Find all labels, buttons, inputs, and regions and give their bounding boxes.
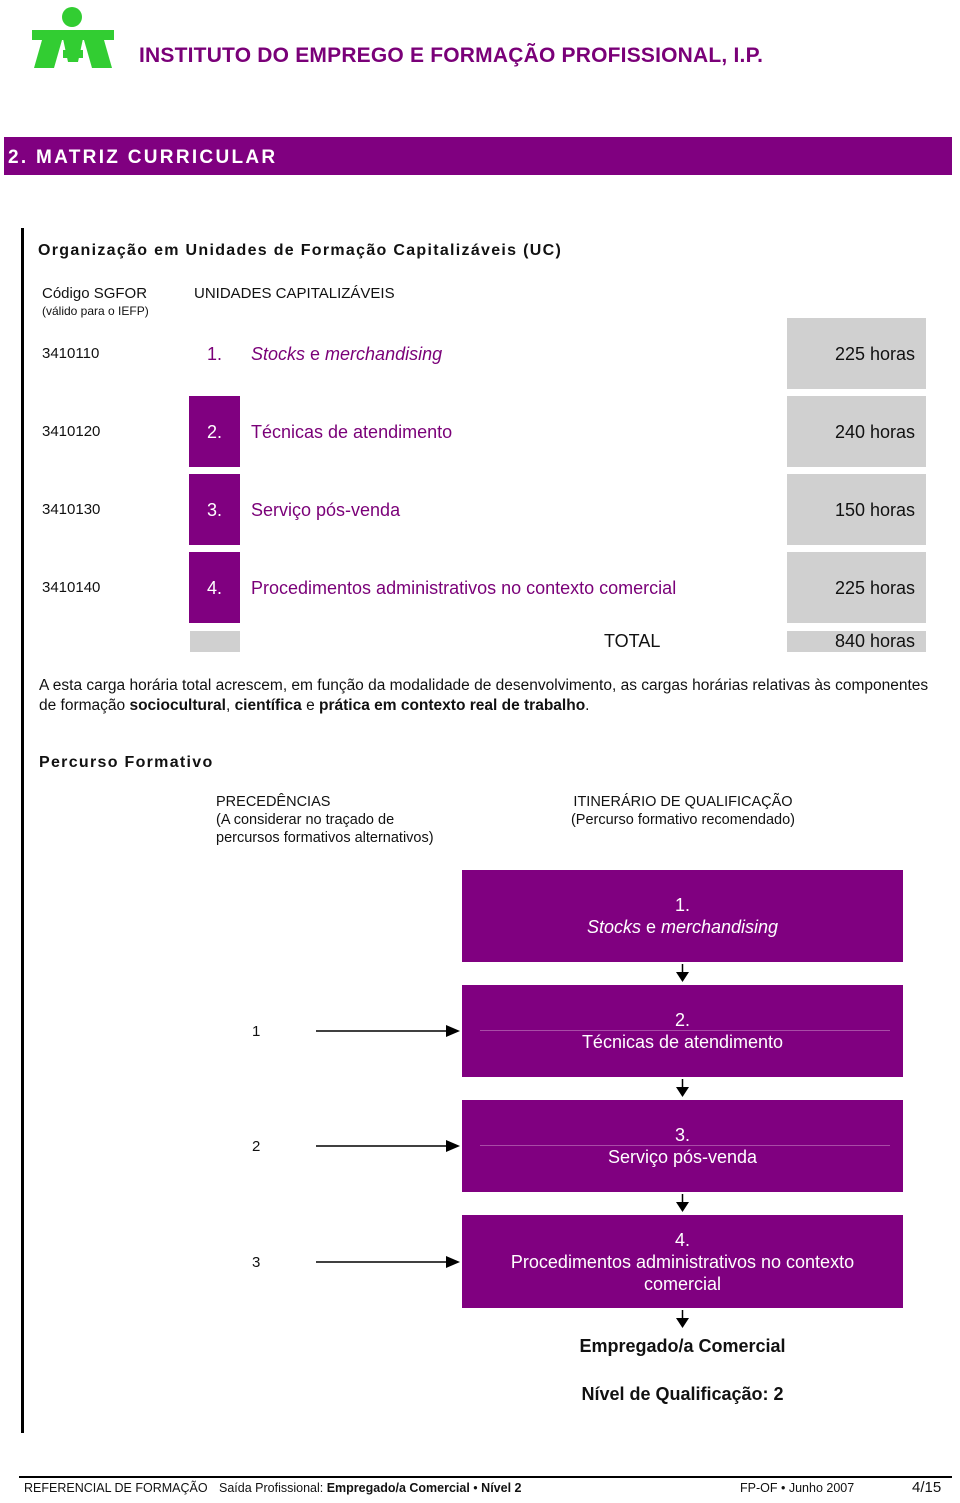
flow-box-uc4: 4. Procedimentos administrativos no contexto comercial (462, 1215, 903, 1308)
itinerario-header: ITINERÁRIO DE QUALIFICAÇÃO (Percurso formativo recomendado) (570, 794, 796, 828)
uc-hours: 240 horas (834, 422, 915, 442)
footer-rule (19, 1476, 952, 1478)
box-separator (480, 1145, 890, 1146)
outcome-profession: Empregado/a Comercial (579, 1336, 786, 1356)
uc-title: Procedimentos administrativos no contexto comercial (251, 578, 677, 598)
workload-note: A esta carga horária total acrescem, em função da modalidade de desenvolvimento, as cargas horárias relativas às componentes de formação sociocultural, científica e prática em contexto real de trabalho. (39, 677, 929, 714)
precedence-number: 3 (252, 1254, 261, 1271)
arrow-down-icon (676, 1194, 689, 1214)
uc-code: 3410140 (42, 579, 101, 596)
total-hours: 840 horas (834, 631, 915, 651)
arrow-right-icon (316, 1139, 460, 1153)
column-header-code: Código SGFOR (42, 285, 148, 302)
section-title: 2. MATRIZ CURRICULAR (8, 147, 278, 168)
arrow-down-icon (676, 964, 689, 984)
flow-box-uc1: 1. Stocks e merchandising (462, 870, 903, 962)
uc-title: Stocks e merchandising (251, 344, 443, 364)
footer-saida: Saída Profissional: Empregado/a Comercial • Nível 2 (219, 1481, 522, 1495)
uc-title: Técnicas de atendimento (251, 422, 453, 442)
precedence-number: 2 (252, 1138, 261, 1155)
uc-hours: 150 horas (834, 500, 915, 520)
uc-hours: 225 horas (834, 578, 915, 598)
organizacao-title: Organização em Unidades de Formação Capitalizáveis (UC) (38, 242, 563, 259)
left-vertical-rule (21, 228, 24, 1433)
arrow-right-icon (316, 1255, 460, 1269)
institute-name: INSTITUTO DO EMPREGO E FORMAÇÃO PROFISSIONAL, I.P. (139, 44, 764, 67)
column-header-code-note: (válido para o IEFP) (42, 304, 149, 318)
flow-box-uc2: 2. Técnicas de atendimento (462, 985, 903, 1077)
uc-title: Serviço pós-venda (251, 500, 401, 520)
qualification-level: Nível de Qualificação: 2 (581, 1384, 784, 1404)
uc-number: 2. (207, 422, 223, 442)
precedence-number: 1 (252, 1023, 261, 1040)
flow-box-uc3: 3. Serviço pós-venda (462, 1100, 903, 1192)
page-number: 4/15 (912, 1479, 942, 1496)
total-left-cell (190, 631, 240, 652)
box-separator (480, 1030, 890, 1031)
uc-hours: 225 horas (834, 344, 915, 364)
uc-code: 3410130 (42, 501, 101, 518)
uc-code: 3410110 (42, 345, 100, 362)
uc-number: 3. (207, 500, 223, 520)
percurso-title: Percurso Formativo (39, 754, 214, 771)
footer-code-date: FP-OF • Junho 2007 (740, 1481, 855, 1495)
arrow-right-icon (316, 1024, 460, 1038)
precedencias-header: PRECEDÊNCIAS (A considerar no traçado de percursos formativos alternativos) (216, 794, 434, 846)
arrow-down-icon (676, 1079, 689, 1099)
arrow-down-icon (676, 1310, 689, 1330)
total-label: TOTAL (604, 631, 661, 651)
uc-code: 3410120 (42, 423, 101, 440)
column-header-units: UNIDADES CAPITALIZÁVEIS (194, 285, 395, 302)
uc-number: 1. (207, 344, 223, 364)
iefp-logo (30, 4, 116, 68)
uc-number: 4. (207, 578, 223, 598)
footer-referencial: REFERENCIAL DE FORMAÇÃO (24, 1481, 208, 1495)
